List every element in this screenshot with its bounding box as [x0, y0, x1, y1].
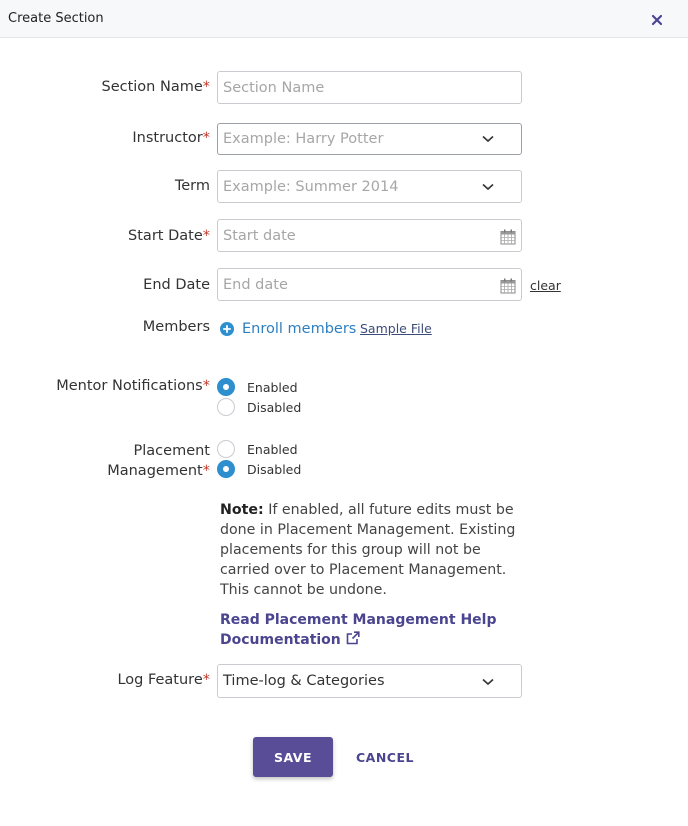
close-icon[interactable] — [650, 13, 664, 27]
mentor-notifications-label: Mentor Notifications* — [56, 378, 210, 394]
instructor-select[interactable] — [217, 123, 522, 155]
term-select[interactable] — [217, 170, 522, 203]
sample-file-link[interactable]: Sample File — [360, 321, 432, 336]
members-label: Members — [142, 319, 210, 335]
calendar-icon[interactable] — [500, 278, 516, 294]
term-placeholder: Example: Summer 2014 — [223, 179, 399, 195]
note-prefix: Note: — [220, 502, 264, 518]
mentor-notifications-enabled-radio[interactable] — [217, 378, 235, 396]
cancel-button[interactable]: CANCEL — [356, 750, 414, 765]
section-name-field[interactable] — [217, 71, 522, 104]
start-date-label: Start Date* — [128, 228, 210, 244]
section-name-input[interactable] — [218, 72, 483, 104]
plus-circle-icon — [219, 321, 235, 337]
log-feature-label: Log Feature* — [117, 672, 210, 688]
placement-management-enabled-label: Enabled — [247, 442, 298, 457]
clear-end-date-link[interactable]: clear — [530, 278, 561, 293]
dialog-title: Create Section — [8, 11, 104, 26]
start-date-field[interactable] — [217, 219, 522, 252]
mentor-notifications-disabled-label: Disabled — [247, 400, 302, 415]
placement-management-disabled-radio[interactable] — [217, 460, 235, 478]
save-button[interactable]: SAVE — [253, 737, 333, 777]
instructor-placeholder: Example: Harry Potter — [223, 131, 384, 147]
log-feature-value: Time-log & Categories — [223, 673, 385, 689]
enroll-members-label: Enroll members — [242, 321, 357, 337]
end-date-label: End Date — [143, 277, 210, 293]
section-name-label: Section Name* — [101, 79, 210, 95]
start-date-input[interactable] — [218, 220, 483, 252]
note-text: If enabled, all future edits must be done in Placement Management. Existing placements for this group will not be carried over to Placement Management. This cannot be undone. — [220, 502, 516, 598]
dialog-header — [0, 0, 688, 38]
term-label: Term — [174, 178, 210, 194]
calendar-icon[interactable] — [500, 229, 516, 245]
mentor-notifications-disabled-radio[interactable] — [217, 398, 235, 416]
placement-management-enabled-radio[interactable] — [217, 440, 235, 458]
instructor-label: Instructor* — [132, 130, 210, 146]
placement-help-link-label: Read Placement Management Help Documentation — [220, 612, 497, 648]
placement-management-note — [220, 500, 525, 600]
mentor-notifications-enabled-label: Enabled — [247, 380, 298, 395]
chevron-down-icon — [482, 183, 494, 191]
chevron-down-icon — [482, 135, 494, 143]
placement-management-label: Placement Management* — [107, 443, 210, 479]
external-link-icon — [346, 631, 360, 645]
end-date-field[interactable] — [217, 268, 522, 301]
chevron-down-icon — [482, 678, 494, 686]
end-date-input[interactable] — [218, 269, 483, 301]
placement-help-link[interactable] — [220, 610, 500, 650]
placement-management-disabled-label: Disabled — [247, 462, 302, 477]
log-feature-select[interactable] — [217, 664, 522, 698]
